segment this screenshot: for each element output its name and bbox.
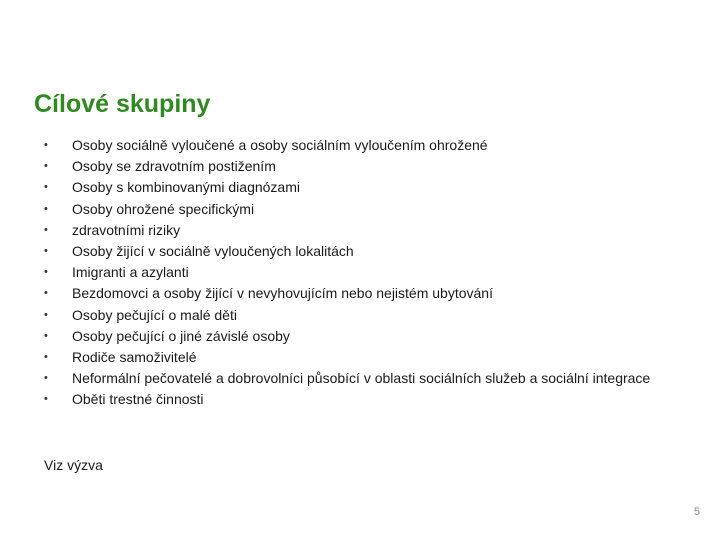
target-groups-list [44,135,684,410]
list-item [44,305,684,326]
bullet-icon: • [44,287,48,300]
list-item-text: Osoby ohrožené specifickými [72,200,255,217]
bullet-icon: • [44,329,48,342]
list-item [44,283,684,304]
list-item [44,347,684,368]
list-item-text: Osoby pečující o malé děti [72,306,237,323]
list-item-text: Imigranti a azylanti [72,264,189,281]
list-item [44,220,684,241]
list-item [44,199,684,220]
bullet-icon: • [44,266,48,279]
list-item-text: Osoby se zdravotním postižením [72,158,276,175]
list-item [44,326,684,347]
bullet-icon: • [44,372,48,385]
list-item-text: Osoby pečující o jiné závislé osoby [72,327,290,344]
list-item-text: Osoby s kombinovanými diagnózami [72,179,300,196]
list-item-text: Neformální pečovatelé a dobrovolníci působící v oblasti sociálních služeb a sociální integrace [72,370,651,387]
bullet-icon: • [44,393,48,406]
bullet-icon: • [44,223,48,236]
list-item [44,177,684,198]
list-item-text: Rodiče samoživitelé [72,349,197,366]
bullet-icon: • [44,139,48,151]
page-number: 5 [693,506,700,518]
list-item [44,156,684,177]
bullet-icon: • [44,160,48,173]
list-item [44,262,684,283]
list-item [44,135,684,156]
bullet-icon: • [44,351,48,364]
list-item [44,368,684,389]
list-item [44,241,684,262]
bullet-icon: • [44,202,48,215]
bullet-icon: • [44,308,48,321]
list-item-text: Osoby sociálně vyloučené a osoby sociálním vyloučením ohrožené [72,137,488,153]
list-item [44,389,684,410]
list-item-text: Osoby žijící v sociálně vyloučených lokalitách [72,243,354,260]
slide-title: Cílové skupiny [34,90,211,118]
bullet-icon: • [44,245,48,258]
bullet-icon: • [44,181,48,194]
list-item-text: Oběti trestné činnosti [72,391,204,408]
list-item-text: zdravotními riziky [72,221,181,238]
footnote-text: Viz výzva [44,457,103,473]
list-item-text: Bezdomovci a osoby žijící v nevyhovujícím nebo nejistém ubytování [72,285,493,302]
